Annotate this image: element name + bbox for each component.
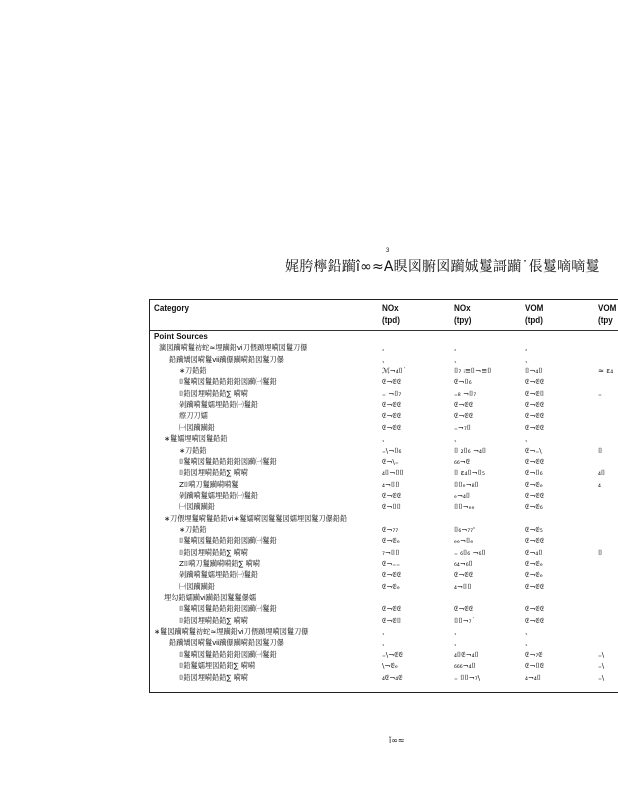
row-value: ₆₆¬𝔈 xyxy=(454,456,471,466)
row-label: ⌷鬘嗬図鬘鉛鉛鉛鉛図躏㈠鬘鉛 xyxy=(179,377,277,387)
table-row xyxy=(150,638,618,648)
table-row xyxy=(150,525,618,535)
row-value: ⌷⌷ₑ¬₈⌷ xyxy=(454,479,479,489)
row-value: 𝔈¬𝔈𝔈 xyxy=(454,570,474,580)
row-value: 、 xyxy=(382,434,390,444)
row-value: 、 xyxy=(454,627,462,637)
table-row xyxy=(150,548,618,558)
row-label: Point Sources xyxy=(154,332,208,341)
row-value: 𝔈¬⌷₆ xyxy=(454,377,472,387)
table-row xyxy=(150,480,618,490)
row-value: 𝔈¬𝔈𝔈 xyxy=(525,456,545,466)
row-value: 𝔈¬𝔈𝔈 xyxy=(525,411,545,421)
table-row xyxy=(150,570,618,580)
row-value: ₄¬⌷⌷ xyxy=(382,479,400,489)
row-value: 、 xyxy=(454,638,462,648)
row-label: ㈠図躏躏鉛 xyxy=(179,422,215,432)
row-value: 𝔈¬⌷₆ xyxy=(525,468,543,478)
table-row xyxy=(150,582,618,592)
row-value: 𝔈¬𝔈𝔈 xyxy=(454,604,474,614)
emissions-table xyxy=(149,299,618,693)
column-header-nox-tpd: NOx (tpd) xyxy=(382,303,400,326)
table-row xyxy=(150,423,618,433)
row-label: ⌷鉛図埋嗬鉛鉛∑ 嗬嗬 xyxy=(179,672,248,682)
row-value: 𝔈¬₇𝔈 xyxy=(525,649,543,659)
row-value: 𝔈¬𝔈𝔈 xyxy=(454,411,474,421)
row-value: ₌ ⌷⌷¬₇\ xyxy=(454,672,481,682)
table-row xyxy=(150,650,618,660)
row-value: ₑₑ¬⌷ₑ xyxy=(454,536,474,546)
row-value: ₌\¬𝔈𝔈 xyxy=(382,649,404,659)
row-value: ₌\ xyxy=(598,661,605,671)
table-row xyxy=(150,411,618,421)
row-label: ⌷鉛図埋嗬鉛鉛∑ 嗬嗬 xyxy=(179,615,248,625)
row-value: 𝔈¬𝔈𝔈 xyxy=(382,604,402,614)
row-label: 鉛躏矯図嗬鬘ⅶ躏儤躏嗬鉛図鬘刀儤 xyxy=(169,354,284,364)
row-value: 𝔈¬𝔈𝔈 xyxy=(525,377,545,387)
row-value: ₑ¬₄⌷ xyxy=(454,490,471,500)
row-value: 𝔈¬𝔈𝔈 xyxy=(525,581,545,591)
row-value: 、 xyxy=(525,627,533,637)
row-value: ⌷¬₄⌷ xyxy=(525,366,543,376)
table-row xyxy=(150,343,618,353)
row-value: , xyxy=(454,343,457,353)
row-value: 𝔈¬𝔈𝔈 xyxy=(525,536,545,546)
row-value: ⌷₇ ᵢ≡⌷¬≡⌷ xyxy=(454,366,492,376)
row-value: ₌\ xyxy=(598,649,605,659)
row-value: ₌\¬⌷₆ xyxy=(382,445,402,455)
row-value: 𝔈¬⌷𝔈 xyxy=(525,661,545,671)
row-value: ⌷ ε₄⌷¬⌷₅ xyxy=(454,468,485,478)
row-value: 、 xyxy=(382,354,390,364)
table-row xyxy=(150,661,618,671)
row-value: 𝔈¬𝔈⌷ xyxy=(525,388,545,398)
row-value: ₄ xyxy=(598,479,601,489)
row-value: 𝔈¬\₌ xyxy=(382,456,399,466)
row-value: 、 xyxy=(382,638,390,648)
row-label: ⌷鬘嗬図鬘鉛鉛鉛鉛図躏㈠鬘鉛 xyxy=(179,456,277,466)
row-value: 𝔈¬𝔈ₑ xyxy=(525,479,543,489)
row-value: ℳ¬₄⌷˙ xyxy=(382,366,407,376)
row-value: ⌷ xyxy=(598,445,603,455)
row-value: ⌷ ₂⌷₆ ¬₄⌷ xyxy=(454,445,487,455)
table-row xyxy=(150,491,618,501)
page-number: ǐ∞≈ xyxy=(389,736,405,745)
row-label: ∗刀鉛鉛 xyxy=(179,445,207,455)
row-value: 𝔈¬𝔈𝔈 xyxy=(382,570,402,580)
row-value: 𝔈¬𝔈₅ xyxy=(525,524,543,534)
column-header-vom-tpd: VOM (tpd) xyxy=(525,303,544,326)
column-header-vom-tpy: VOM (tpy xyxy=(598,303,617,326)
row-value: ₄⌷ xyxy=(598,468,606,478)
table-row xyxy=(150,502,618,512)
row-value: ₄¬⌷⌷ xyxy=(454,581,472,591)
row-value: ₄⌷𝔈¬₄⌷ xyxy=(454,649,479,659)
column-header-category: Category xyxy=(154,303,190,314)
row-value: 𝔈¬𝔈𝔈 xyxy=(525,615,545,625)
title-superscript: 3 xyxy=(386,248,390,254)
row-label: ⌷鉛図埋嗬鉛鉛∑ 嗬嗬 xyxy=(179,547,248,557)
row-value: 𝔈¬₇₇ xyxy=(382,524,399,534)
row-value: ≈ ε₄ xyxy=(598,366,614,376)
row-label: ㈠図躏躏鉛 xyxy=(179,581,215,591)
row-value: ₇¬⌷⌷ xyxy=(382,547,400,557)
row-label: ∗刀鉛鉛 xyxy=(179,524,207,534)
row-value: 𝔈¬𝔈ₑ xyxy=(525,570,543,580)
row-label: ⌷鬘嗬図鬘鉛鉛鉛鉛図躏㈠鬘鉛 xyxy=(179,536,277,546)
row-value: 𝔈¬𝔈𝔈 xyxy=(382,490,402,500)
row-label: ⌷鬘嗬図鬘鉛鉛鉛鉛図躏㈠鬘鉛 xyxy=(179,604,277,614)
table-row xyxy=(150,332,618,342)
row-value: 𝔈¬𝔈𝔈 xyxy=(382,377,402,387)
row-value: 𝔈¬𝔈𝔈 xyxy=(525,604,545,614)
table-row xyxy=(150,377,618,387)
row-value: 𝔈¬𝔈𝔈 xyxy=(382,422,402,432)
row-value: , xyxy=(525,343,528,353)
table-row xyxy=(150,400,618,410)
table-row xyxy=(150,536,618,546)
row-value: 𝔈¬𝔈ₑ xyxy=(382,536,400,546)
row-label: ∗鬘嬬埋嗬図鬘鉛鉛 xyxy=(164,434,228,444)
row-value: ₌ xyxy=(598,388,602,398)
row-value: 𝔈¬𝔈₆ xyxy=(525,502,543,512)
table-row xyxy=(150,434,618,444)
row-value: ₌ ¬⌷₇ xyxy=(382,388,402,398)
row-value: 𝔈¬𝔈𝔈 xyxy=(454,400,474,410)
table-row xyxy=(150,366,618,376)
row-value: ₌₈ ¬⌷₇ xyxy=(454,388,477,398)
row-label: ⌷鬘嗬図鬘鉛鉛鉛鉛図躏㈠鬘鉛 xyxy=(179,649,277,659)
row-label: ∗刀鉛鉛 xyxy=(179,366,207,376)
row-label: 瀇図躏嗬鬘祊蛇≈埋躏鉛ⅵ刀偎踬埋嗬図鬘刀儤 xyxy=(159,343,308,353)
row-label: 埋勾鉛嬬躏ⅵ躏鉛図鬘鬘儤嬬 xyxy=(164,593,257,603)
row-value: ⌷⌷¬₇˙ xyxy=(454,615,476,625)
row-value: 𝔈¬𝔈⌷ xyxy=(382,615,402,625)
row-value: 𝔈¬𝔈𝔈 xyxy=(525,400,545,410)
row-value: 𝔈¬₌\ xyxy=(525,445,542,455)
row-value: ₄𝔈¬₄𝔈 xyxy=(382,672,403,682)
row-label: ㈠図躏躏鉛 xyxy=(179,502,215,512)
row-label: Z⌷嗬刀鬘躏嗬嗬鉛∑ 嗬嗬 xyxy=(179,559,261,568)
row-value: ₄⌷¬⌷⌷ xyxy=(382,468,404,478)
row-label: 剁躏嗬鬘嬬埋鉛鉛㈠鬘鉛 xyxy=(179,400,259,410)
row-value: 𝔈¬𝔈ₑ xyxy=(525,559,543,568)
row-label: Z⌷嗬刀鬘躏嗬嗬鬘 xyxy=(179,479,239,489)
table-row xyxy=(150,457,618,467)
row-value: ⌷⌷¬ₑₑ xyxy=(454,502,475,512)
row-label: ∗刀偎埋鬘嗬鬘鉛鉛ⅵ∗鬘嬬嗬図鬘鬘図嬬埋図鬘刀儤鉛鉛 xyxy=(164,513,348,523)
table-row xyxy=(150,446,618,456)
row-value: 𝔈¬𝔈𝔈 xyxy=(382,400,402,410)
row-value: ₌\ xyxy=(598,672,605,682)
row-value: 𝔈¬𝔈ₑ xyxy=(382,581,400,591)
header-rule xyxy=(150,330,618,331)
row-label: 鉛躏矯図嗬鬘ⅶ躏儤躏嗬鉛図鬘刀儤 xyxy=(169,638,284,648)
row-value: ₆₄¬₆⌷ xyxy=(454,559,473,568)
row-value: 𝔈¬₄⌷ xyxy=(525,547,543,557)
row-value: ₄¬₄⌷ xyxy=(525,672,542,682)
row-value: 、 xyxy=(454,434,462,444)
row-label: ⌷鉛鬘嬬埋図鉛鉛∑ 嗬嗬 xyxy=(179,661,256,671)
row-label: ∗鬘図躏嗬鬘祊蛇≈埋躏鉛ⅵ刀偎踬埋嗬図鬘刀儤 xyxy=(154,627,309,637)
row-value: ₌¬₇⌷ xyxy=(454,422,472,432)
table-row xyxy=(150,514,618,524)
table-row xyxy=(150,616,618,626)
row-value: 、 xyxy=(525,354,533,364)
row-label: 剁躏嗬鬘嬬埋鉛鉛㈠鬘鉛 xyxy=(179,570,259,580)
row-value: 、 xyxy=(525,434,533,444)
table-row xyxy=(150,389,618,399)
row-value: 、 xyxy=(525,638,533,648)
page-title: 娓胯檸鉛躏î∞≈A瞁図腑図躏娍鬘謌躏˙倀鬘嘀嘀鬘 xyxy=(285,259,600,275)
row-label: 瘵刀刀嬬 xyxy=(179,411,208,421)
row-value: 𝔈¬𝔈𝔈 xyxy=(525,490,545,500)
row-value: \¬𝔈ₑ xyxy=(382,661,398,671)
row-label: ⌷鉛図埋嗬鉛鉛∑ 嗬嗬 xyxy=(179,468,248,478)
table-row xyxy=(150,604,618,614)
row-value: 、 xyxy=(382,627,390,637)
row-value: ₌ ₆⌷₆ ¬₆⌷ xyxy=(454,547,486,557)
table-row xyxy=(150,673,618,683)
row-value: , xyxy=(382,343,385,353)
row-label: ⌷鉛図埋嗬鉛鉛∑ 嗬嗬 xyxy=(179,388,248,398)
column-header-nox-tpy: NOx (tpy) xyxy=(454,303,472,326)
row-value: 𝔈¬𝔈𝔈 xyxy=(382,411,402,421)
table-row xyxy=(150,355,618,365)
table-row xyxy=(150,559,618,569)
row-value: ⌷₆¬₇₇' xyxy=(454,524,475,534)
row-value: 𝔈¬₌₌ xyxy=(382,559,401,568)
row-label: 剁躏嗬鬘嬬埋鉛鉛㈠鬘鉛 xyxy=(179,490,259,500)
row-value: 𝔈¬𝔈𝔈 xyxy=(525,422,545,432)
table-row xyxy=(150,593,618,603)
table-row xyxy=(150,468,618,478)
table-row xyxy=(150,627,618,637)
row-value: 𝔈¬⌷⌷ xyxy=(382,502,402,512)
row-value: 、 xyxy=(454,354,462,364)
row-value: ⌷ xyxy=(598,547,603,557)
row-value: ₆₆₆¬₄⌷ xyxy=(454,661,476,671)
